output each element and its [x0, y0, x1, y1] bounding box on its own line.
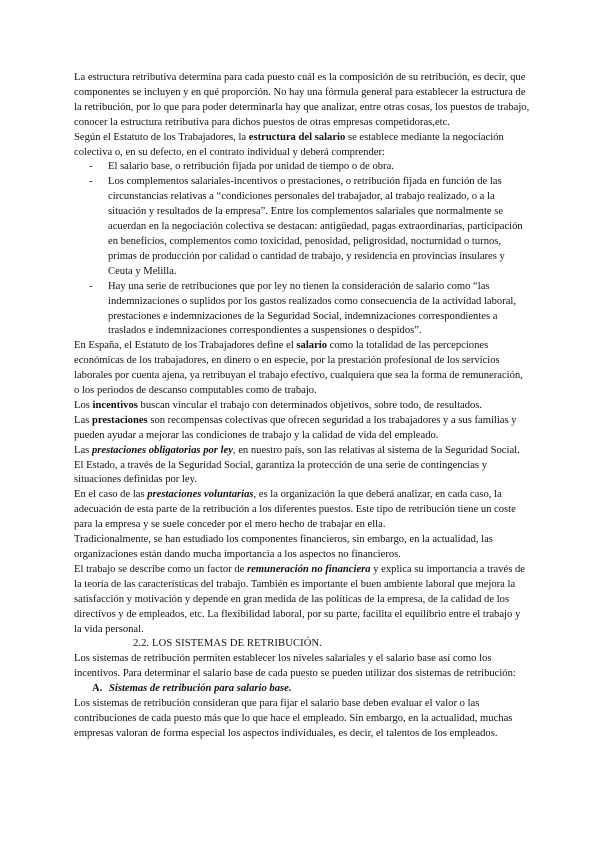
- list-item-complementos: - Los complementos salariales-incentivos o prestaciones, o retribución fijada en función de las circunstancias relativas a “condiciones personales del trabajador, al trabajo realizado, o a la situación y resultados de la empresa”. Entre los complementos salariales que normalmente se acuerdan en la negociación colectiva se destacan: antigüedad, pagas extraordinarias, participación en beneficios, complementos como toxicidad, penosidad, peligrosidad, nocturnidad o turnos, primas de producción por calidad o cantidad de trabajo, y residencia en provincias insulares y Ceuta y Melilla.: [108, 175, 530, 279]
- text-run: , es la organización la que deberá analizar, en cada caso, la adecuación de esta parte de la retribución a los diferentes puestos. Este tipo de retribución tiene un coste para la empresa y se suele conceder por el mero hecho de trabajar en ella.: [74, 489, 516, 531]
- list-item-retribuciones-no-salariales: - Hay una serie de retribuciones que por ley no tienen la consideración de salario como “las indemnizaciones o suplidos por los gastos realizados como consecuencia de la actividad laboral, prestaciones e indemnizaciones de la Seguridad Social, indemnizaciones correspondientes a traslados e indemnizaciones correspondientes a suspensiones o despidos”.: [108, 280, 530, 340]
- term-prestaciones-voluntarias: prestaciones voluntarias: [147, 489, 254, 501]
- text-run: El trabajo se describe como un factor de: [74, 563, 247, 575]
- text-run: Según el Estatuto de los Trabajadores, la: [74, 131, 249, 143]
- paragraph-sistemas-retribucion: Los sistemas de retribución permiten establecer los niveles salariales y el salario base así como los incentivos. Para determinar el salario base de cada puesto se pueden utilizar dos sistemas de retribución:: [74, 653, 516, 680]
- paragraph-estatuto-estructura: [74, 131, 530, 161]
- paragraph-prestaciones: [74, 414, 530, 444]
- subsection-letter: A.: [92, 683, 103, 695]
- term-prestaciones-obligatorias: prestaciones obligatorias por ley: [91, 444, 233, 456]
- text-run: , en nuestro país, son las relativas al sistema de la Seguridad Social. El Estado, a través de la Seguridad Social, garantiza la protección de una serie de contingencias y situaciones definidas por ley.: [74, 444, 520, 486]
- paragraph-remuneracion-no-financiera: [74, 563, 530, 638]
- paragraph-salario-base-evaluacion: Los sistemas de retribución consideran que para fijar el salario base deben evaluar el valor o las contribuciones de cada puesto más que lo que hace el empleado. Sin embargo, en la actualidad, muchas empresas valoran de forma especial los aspectos individuales, es decir, el talentos de los empleados.: [74, 698, 513, 739]
- subsection-heading-salario-base: [74, 682, 530, 697]
- paragraph-salario-definicion: [74, 339, 530, 399]
- text-run: En el caso de las: [74, 489, 148, 501]
- text-run: buscan vincular el trabajo con determinados objetivos, sobre todo, de resultados.: [137, 399, 483, 411]
- salary-components-list: [74, 160, 530, 339]
- paragraph-prestaciones-voluntarias: [74, 488, 530, 533]
- section-heading-sistemas-retribucion: 2.2. LOS SISTEMAS DE RETRIBUCIÓN.: [133, 638, 322, 650]
- term-prestaciones: prestaciones: [91, 414, 148, 426]
- text-run: se establece mediante la negociación colectiva o, en su defecto, en el contrato individual y deberá comprender:: [74, 131, 504, 158]
- term-incentivos: incentivos: [92, 399, 138, 411]
- text-run: Las: [74, 444, 92, 456]
- term-remuneracion-no-financiera: remuneración no financiera: [246, 563, 371, 575]
- paragraph-componentes-financieros: Tradicionalmente, se han estudiado los componentes financieros, sin embargo, en la actualidad, las organizaciones están dando mucha importancia a los aspectos no financieros.: [74, 534, 493, 560]
- text-run: son recompensas colectivas que ofrecen seguridad a los trabajadores y a sus familias y pueden ayudar a mejorar las condiciones de trabajo y la calidad de vida del empleado.: [74, 414, 517, 441]
- term-salario: salario: [296, 340, 328, 352]
- term-estructura-del-salario: estructura del salario: [248, 131, 346, 143]
- paragraph-incentivos: [74, 399, 530, 414]
- list-item-salario-base: - El salario base, o retribución fijada por unidad de tiempo o de obra.: [108, 160, 530, 175]
- document-body: [74, 71, 530, 742]
- text-run: Los: [74, 399, 93, 411]
- subsection-title: Sistemas de retribución para salario base.: [109, 683, 292, 695]
- text-run: Las: [74, 414, 92, 426]
- paragraph-estructura-retributiva: La estructura retributiva determina para cada puesto cuál es la composición de su retribución, es decir, que componentes se incluyen y en qué proporción. No hay una fórmula general para establecer la estructura de la retribución, por lo que para poder determinarla hay que analizar, entre otras cosas, los puestos de trabajo, conocer la estructura retributiva para dichos puestos de otras empresas competidoras,etc.: [74, 72, 530, 128]
- text-run: como la totalidad de las percepciones económicas de los trabajadores, en dinero o en especie, por la prestación profesional de los servicios laborales por cuenta ajena, ya retribuyan el trabajo efectivo, cualquiera que sea la forma de remuneración, o los periodos de descanso computables como de trabajo.: [74, 340, 523, 397]
- text-run: En España, el Estatuto de los Trabajadores define el: [74, 340, 297, 352]
- text-run: y explica su importancia a través de la teoría de las características del trabajo. También es importante el buen ambiente laboral que mejora la satisfacción y motivación y depende en gran medida de las políticas de la empresa, de la calidad de los directivos y de empleados, etc. La flexibilidad laboral, por su parte, facilita el equilibrio entre el trabajo y la vida personal.: [74, 563, 526, 635]
- paragraph-prestaciones-obligatorias: [74, 444, 530, 489]
